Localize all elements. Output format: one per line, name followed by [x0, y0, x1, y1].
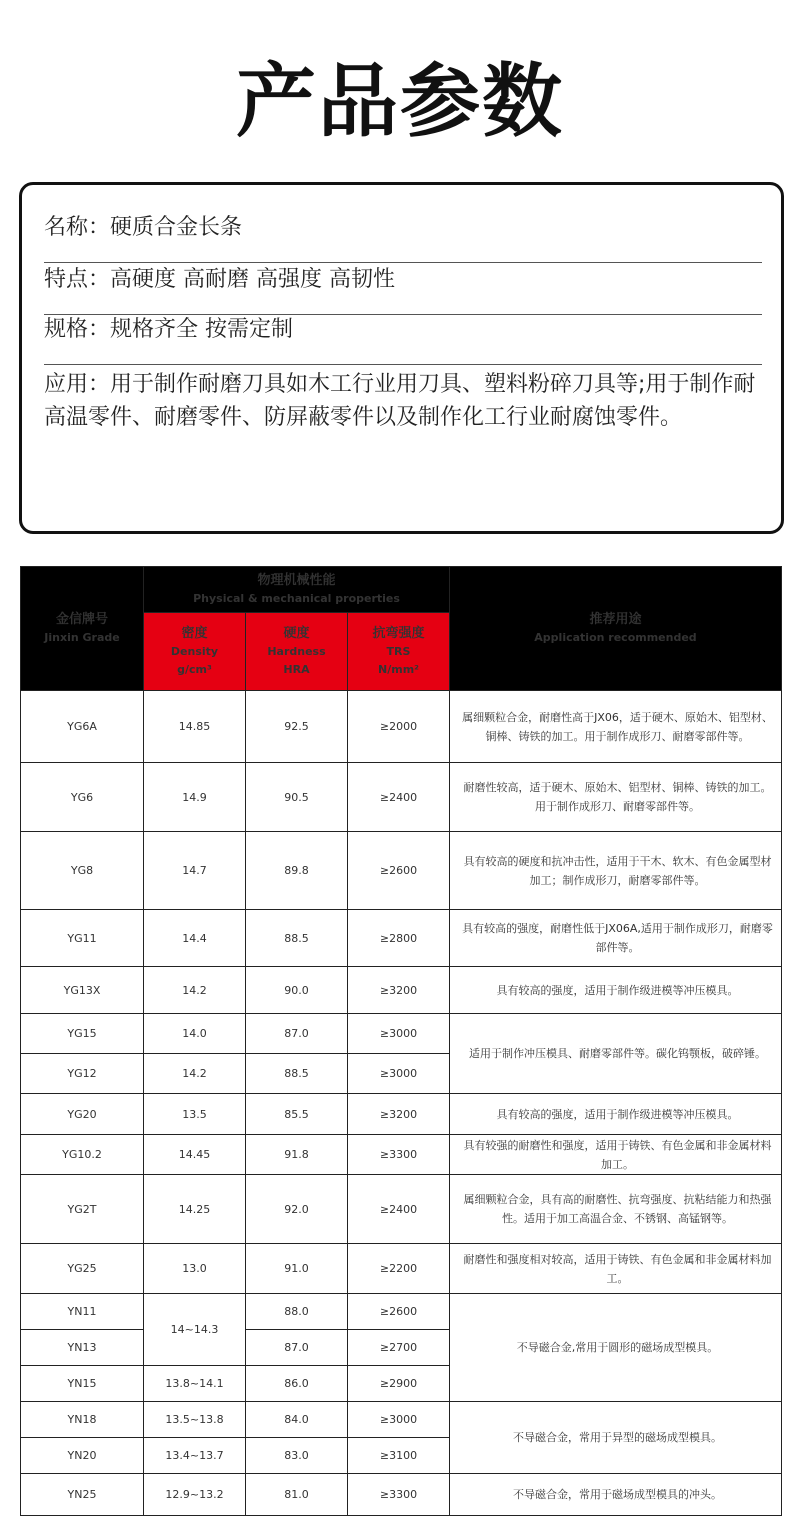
parameter-table	[20, 566, 782, 1516]
product-spec: 规格：规格齐全 按需定制	[44, 315, 762, 365]
cell-hardness: 87.0	[246, 1014, 348, 1054]
cell-hardness: 91.0	[246, 1244, 348, 1294]
page-title: 产品参数	[236, 55, 564, 148]
header-hardness-unit: HRA	[283, 662, 310, 676]
cell-density: 13.8~14.1	[144, 1366, 246, 1402]
cell-hardness: 81.0	[246, 1474, 348, 1516]
cell-grade: YG15	[21, 1014, 144, 1054]
header-properties	[144, 567, 450, 613]
cell-density: 14.85	[144, 691, 246, 763]
cell-application: 具有较强的耐磨性和强度，适用于铸铁、有色金属和非金属材料加工。	[450, 1135, 782, 1175]
cell-trs: ≥3100	[348, 1438, 450, 1474]
header-props-cn: 物理机械性能	[257, 572, 336, 588]
cell-density: 14.2	[144, 967, 246, 1014]
cell-hardness: 85.5	[246, 1094, 348, 1135]
table-row	[21, 1175, 782, 1244]
cell-trs: ≥3000	[348, 1402, 450, 1438]
cell-trs: ≥3200	[348, 1094, 450, 1135]
table-row	[21, 1474, 782, 1516]
cell-density: 14.7	[144, 832, 246, 910]
cell-application: 具有较高的硬度和抗冲击性，适用于干木、软木、有色金属型材加工；制作成形刀，耐磨零部件等。	[450, 832, 782, 910]
header-hardness	[246, 613, 348, 691]
header-density	[144, 613, 246, 691]
cell-application: 具有较高的强度，适用于制作级进模等冲压模具。	[450, 1094, 782, 1135]
cell-trs: ≥3200	[348, 967, 450, 1014]
cell-grade: YG25	[21, 1244, 144, 1294]
header-density-en: Density	[170, 644, 219, 658]
cell-hardness: 84.0	[246, 1402, 348, 1438]
cell-grade: YN11	[21, 1294, 144, 1330]
cell-grade: YN25	[21, 1474, 144, 1516]
cell-hardness: 86.0	[246, 1366, 348, 1402]
cell-application: 不导磁合金,常用于圆形的磁场成型模具。	[450, 1294, 782, 1402]
cell-density: 12.9~13.2	[144, 1474, 246, 1516]
header-trs-en: TRS	[386, 644, 411, 658]
product-name: 名称：硬质合金长条	[44, 213, 762, 263]
cell-grade: YG2T	[21, 1175, 144, 1244]
cell-grade: YG13X	[21, 967, 144, 1014]
cell-hardness: 89.8	[246, 832, 348, 910]
header-grade	[21, 567, 144, 691]
cell-density: 13.5	[144, 1094, 246, 1135]
cell-trs: ≥3000	[348, 1014, 450, 1054]
table-row	[21, 967, 782, 1014]
cell-grade: YN15	[21, 1366, 144, 1402]
cell-grade: YG11	[21, 910, 144, 967]
cell-trs: ≥3000	[348, 1054, 450, 1094]
cell-grade: YG6	[21, 763, 144, 832]
header-app-en: Application recommended	[534, 630, 697, 644]
cell-hardness: 88.5	[246, 910, 348, 967]
table-row	[21, 1135, 782, 1175]
cell-density: 14.0	[144, 1014, 246, 1054]
cell-hardness: 92.5	[246, 691, 348, 763]
cell-density: 14.45	[144, 1135, 246, 1175]
header-trs	[348, 613, 450, 691]
cell-density: 14~14.3	[144, 1294, 246, 1366]
header-grade-cn: 金信牌号	[55, 611, 108, 627]
cell-hardness: 90.5	[246, 763, 348, 832]
cell-trs: ≥2200	[348, 1244, 450, 1294]
cell-density: 14.2	[144, 1054, 246, 1094]
cell-grade: YN18	[21, 1402, 144, 1438]
table-row	[21, 832, 782, 910]
header-density-cn: 密度	[181, 625, 208, 641]
table-row	[21, 763, 782, 832]
header-trs-cn: 抗弯强度	[372, 625, 425, 641]
table-row	[21, 910, 782, 967]
cell-trs: ≥2600	[348, 1294, 450, 1330]
table-row	[21, 1244, 782, 1294]
cell-grade: YG10.2	[21, 1135, 144, 1175]
table-row	[21, 1402, 782, 1438]
cell-trs: ≥2400	[348, 1175, 450, 1244]
cell-grade: YN20	[21, 1438, 144, 1474]
cell-application: 耐磨性和强度相对较高，适用于铸铁、有色金属和非金属材料加工。	[450, 1244, 782, 1294]
product-features: 特点：高硬度 高耐磨 高强度 高韧性	[44, 265, 762, 315]
cell-hardness: 83.0	[246, 1438, 348, 1474]
product-info-box	[19, 182, 784, 534]
cell-density: 14.25	[144, 1175, 246, 1244]
header-trs-unit: N/mm²	[378, 662, 419, 676]
cell-trs: ≥2000	[348, 691, 450, 763]
cell-application: 不导磁合金，常用于磁场成型模具的冲头。	[450, 1474, 782, 1516]
cell-trs: ≥2700	[348, 1330, 450, 1366]
table-row	[21, 1014, 782, 1054]
cell-trs: ≥3300	[348, 1474, 450, 1516]
table-row	[21, 1094, 782, 1135]
cell-application: 适用于制作冲压模具、耐磨零部件等。碳化钨颚板，破碎锤。	[450, 1014, 782, 1094]
cell-hardness: 92.0	[246, 1175, 348, 1244]
header-hardness-cn: 硬度	[283, 625, 310, 641]
cell-application: 具有较高的强度，适用于制作级进模等冲压模具。	[450, 967, 782, 1014]
cell-trs: ≥3300	[348, 1135, 450, 1175]
cell-trs: ≥2600	[348, 832, 450, 910]
cell-grade: YG20	[21, 1094, 144, 1135]
cell-grade: YG8	[21, 832, 144, 910]
cell-density: 13.5~13.8	[144, 1402, 246, 1438]
header-app-cn: 推荐用途	[589, 611, 642, 627]
cell-grade: YN13	[21, 1330, 144, 1366]
header-density-unit: g/cm³	[177, 662, 212, 676]
header-application	[450, 567, 782, 691]
cell-application: 不导磁合金，常用于异型的磁场成型模具。	[450, 1402, 782, 1474]
cell-trs: ≥2800	[348, 910, 450, 967]
cell-grade: YG6A	[21, 691, 144, 763]
cell-density: 13.0	[144, 1244, 246, 1294]
cell-hardness: 88.5	[246, 1054, 348, 1094]
header-props-en: Physical & mechanical properties	[193, 591, 400, 605]
cell-hardness: 87.0	[246, 1330, 348, 1366]
header-grade-en: Jinxin Grade	[44, 630, 120, 644]
cell-hardness: 90.0	[246, 967, 348, 1014]
cell-hardness: 88.0	[246, 1294, 348, 1330]
cell-hardness: 91.8	[246, 1135, 348, 1175]
cell-density: 14.9	[144, 763, 246, 832]
product-application: 应用：用于制作耐磨刀具如木工行业用刀具、塑料粉碎刀具等;用于制作耐高温零件、耐磨零件、防屏蔽零件以及制作化工行业耐腐蚀零件。	[44, 372, 756, 430]
cell-application: 属细颗粒合金，具有高的耐磨性、抗弯强度、抗粘结能力和热强性。适用于加工高温合金、不锈钢、高锰钢等。	[450, 1175, 782, 1244]
cell-application: 属细颗粒合金，耐磨性高于JX06，适于硬木、原始木、铝型材、铜棒、铸铁的加工。用于制作成形刀、耐磨零部件等。	[450, 691, 782, 763]
cell-application: 具有较高的强度，耐磨性低于JX06A,适用于制作成形刀，耐磨零部件等。	[450, 910, 782, 967]
table-row	[21, 691, 782, 763]
cell-trs: ≥2900	[348, 1366, 450, 1402]
cell-application: 耐磨性较高，适于硬木、原始木、铝型材、铜棒、铸铁的加工。用于制作成形刀、耐磨零部件等。	[450, 763, 782, 832]
cell-density: 14.4	[144, 910, 246, 967]
cell-grade: YG12	[21, 1054, 144, 1094]
header-hardness-en: Hardness	[267, 644, 326, 658]
cell-trs: ≥2400	[348, 763, 450, 832]
cell-density: 13.4~13.7	[144, 1438, 246, 1474]
table-row	[21, 1294, 782, 1330]
